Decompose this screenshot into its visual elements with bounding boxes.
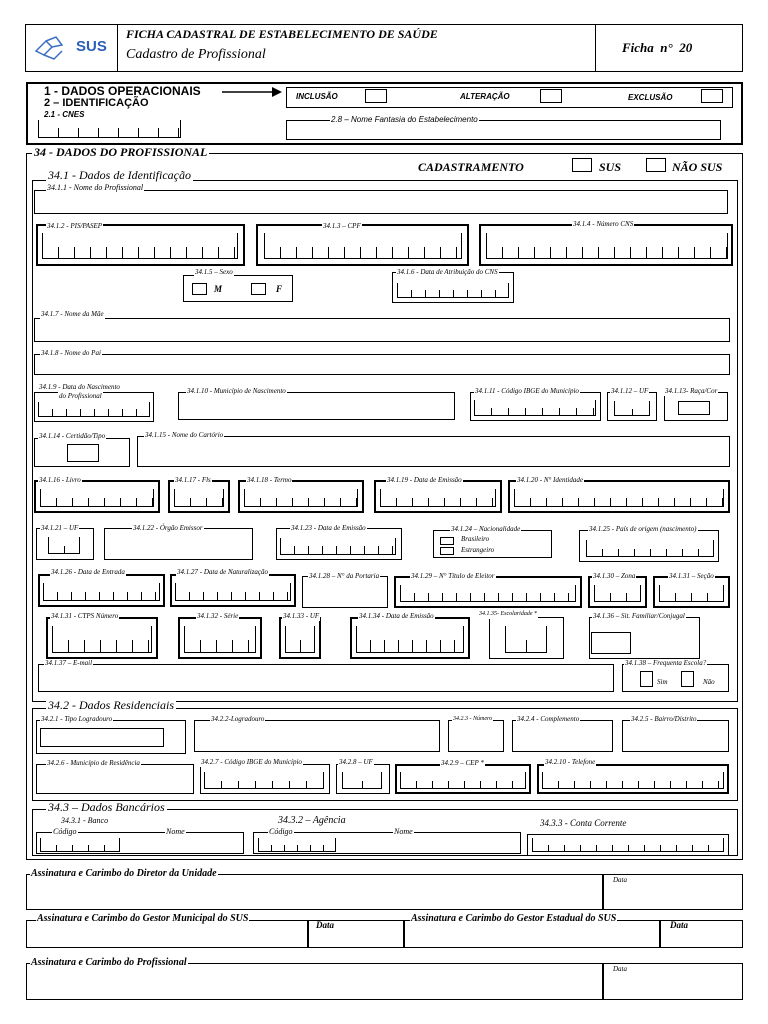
logradouro-label: 34.2.2-Logradouro xyxy=(211,715,265,723)
ibge-residencia-label: 34.2.7 - Código IBGE do Município xyxy=(201,758,302,766)
sexo-f-label: F xyxy=(276,284,283,294)
municipio-residencia-field[interactable] xyxy=(36,764,194,794)
telefone-field[interactable] xyxy=(542,772,724,789)
identificacao-title: 2 – IDENTIFICAÇÃO xyxy=(44,97,149,109)
municipio-residencia-label: 34.2.6 - Município de Residência xyxy=(47,759,140,767)
pais-origem-field[interactable] xyxy=(586,540,714,557)
form-subtitle: Cadastro de Profissional xyxy=(126,47,266,62)
identidade-label: 34.1.20 - N° Identidade xyxy=(517,476,583,484)
escolaridade-field[interactable] xyxy=(505,626,547,653)
livro-field[interactable] xyxy=(40,489,154,507)
sit-familiar-field[interactable] xyxy=(591,632,631,654)
operacionais-title: 1 - DADOS OPERACIONAIS xyxy=(44,84,201,98)
titulo-eleitor-label: 34.1.29 – N° Título de Eleitor xyxy=(411,572,495,580)
sexo-m-label: M xyxy=(214,284,223,294)
ctps-field[interactable] xyxy=(52,626,152,653)
exclusao-label: EXCLUSÃO xyxy=(628,93,673,102)
nacionalidade-label: 34.1.24 – Nacionalidade xyxy=(451,525,521,533)
sus-logo-icon xyxy=(32,33,68,63)
sit-familiar-label: 34.1.36 – Sit. Familiar/Conjugal xyxy=(593,612,685,620)
conta-field[interactable] xyxy=(532,838,724,852)
cns-label: 34.1.4 - Número CNS xyxy=(573,220,634,228)
estrangeiro-checkbox[interactable] xyxy=(440,547,454,555)
uf-ctps-field[interactable] xyxy=(285,626,315,653)
nao-checkbox[interactable] xyxy=(681,671,694,687)
termo-field[interactable] xyxy=(244,489,358,507)
secao-label: 34.1.31 – Seção xyxy=(669,572,714,580)
logo-text: SUS xyxy=(76,38,107,55)
frequenta-escola-label: 34.1.38 – Frequenta Escola? xyxy=(625,659,707,667)
orgao-emissor-label: 34.1.22 - Órgão Emissor xyxy=(133,524,203,532)
data-entrada-label: 34.1.26 - Data de Entrada xyxy=(51,568,125,576)
sexo-f-checkbox[interactable] xyxy=(251,283,266,295)
email-field[interactable] xyxy=(38,664,614,692)
livro-label: 34.1.16 - Livro xyxy=(39,476,81,484)
conta-label: 34.3.3 - Conta Corrente xyxy=(540,818,627,828)
assinatura-gestor-estadual-field[interactable] xyxy=(404,920,660,948)
data-naturalizacao-label: 34.1.27 - Data de Naturalização xyxy=(177,568,268,576)
assinatura-gestor-municipal-field[interactable] xyxy=(26,920,308,948)
cep-label: 34.2.9 – CEP * xyxy=(441,759,484,767)
tipo-logradouro-label: 34.2.1 - Tipo Logradouro xyxy=(41,715,113,723)
ctps-label: 34.1.31 - CTPS Número xyxy=(51,612,119,620)
nao-label: Não xyxy=(703,678,715,686)
complemento-label: 34.2.4 - Complemento xyxy=(517,715,580,723)
inclusao-label: INCLUSÃO xyxy=(296,92,338,101)
zona-field[interactable] xyxy=(594,585,641,602)
assinatura-diretor-label: Assinatura e Carimbo do Diretor da Unidade xyxy=(31,868,217,879)
cpf-label: 34.1.3 – CPF xyxy=(323,222,361,230)
cnes-label: 2.1 - CNES xyxy=(44,110,85,119)
data-emissao-cert-label: 34.1.19 - Data de Emissão xyxy=(387,476,462,484)
uf-nascimento-field[interactable] xyxy=(614,401,650,416)
serie-label: 34.1.32 - Série xyxy=(197,612,239,620)
exclusao-checkbox[interactable] xyxy=(701,89,723,103)
raca-cor-label: 34.1.13- Raça/Cor xyxy=(665,387,718,395)
numero-field[interactable] xyxy=(448,720,504,752)
uf-identidade-label: 34.1.21 – UF xyxy=(41,524,79,532)
brasileiro-label: Brasileiro xyxy=(461,535,490,543)
cns-field[interactable] xyxy=(486,233,728,259)
agencia-label: 34.3.2 – Agência xyxy=(278,815,346,826)
data-emissao-ctps-field[interactable] xyxy=(356,626,464,653)
sus-checkbox[interactable] xyxy=(572,158,592,172)
identificacao-title: 34.1 - Dados de Identificação xyxy=(48,168,191,182)
banco-codigo-field[interactable] xyxy=(40,838,120,852)
data-nascimento-label: 34.1.9 - Data do Nascimento xyxy=(39,383,120,391)
raca-cor-field[interactable] xyxy=(678,401,710,415)
data-entrada-field[interactable] xyxy=(43,583,160,601)
inclusao-checkbox[interactable] xyxy=(365,89,387,103)
data-naturalizacao-field[interactable] xyxy=(175,583,291,601)
ibge-nascimento-label: 34.1.11 - Código IBGE do Município xyxy=(475,387,579,395)
identidade-field[interactable] xyxy=(514,489,724,507)
nome-profissional-label: 34.1.1 - Nome do Profissional xyxy=(47,183,144,192)
cep-field[interactable] xyxy=(400,772,526,789)
data-cns-label: 34.1.6 - Data de Atribuição do CNS xyxy=(397,268,498,276)
data-emissao-ctps-label: 34.1.34 - Data de Emissão xyxy=(359,612,434,620)
assinatura-profissional-field[interactable] xyxy=(26,963,603,1000)
data-diretor-label: Data xyxy=(613,876,627,884)
ibge-nascimento-field[interactable] xyxy=(474,400,596,416)
uf-ctps-label: 34.1.33 - UF xyxy=(283,612,320,620)
ficha-number: Ficha n° 20 xyxy=(622,40,693,55)
profissional-title: 34 - DADOS DO PROFISSIONAL xyxy=(34,145,208,159)
data-cns-field[interactable] xyxy=(397,283,509,298)
bairro-field[interactable] xyxy=(622,720,729,752)
sim-label: Sim xyxy=(657,678,668,686)
certidao-tipo-field[interactable] xyxy=(67,444,99,462)
portaria-label: 34.1.28 – N° da Portaria xyxy=(309,572,380,580)
fls-label: 34.1.17 - Fls xyxy=(175,476,211,484)
assinatura-profissional-label: Assinatura e Carimbo do Profissional xyxy=(31,957,187,968)
data-gestor-municipal-label: Data xyxy=(316,920,334,930)
escolaridade-label: 34.1.35- Escolaridade * xyxy=(479,611,537,617)
nome-cartorio-label: 34.1.15 - Nome do Cartório xyxy=(145,431,224,439)
uf-residencia-field[interactable] xyxy=(342,772,382,789)
sexo-label: 34.1.5 – Sexo xyxy=(195,268,233,276)
secao-field[interactable] xyxy=(659,585,724,602)
data-emissao-id-label: 34.1.23 - Data de Emissão xyxy=(291,524,366,532)
assinatura-gestor-estadual-label: Assinatura e Carimbo do Gestor Estadual do SUS xyxy=(411,913,617,924)
nome-fantasia-label: 2.8 – Nome Fantasia do Estabelecimento xyxy=(331,115,478,124)
agencia-codigo-label: Código xyxy=(269,827,293,836)
assinatura-gestor-municipal-label: Assinatura e Carimbo do Gestor Municipal do SUS xyxy=(37,913,249,924)
ficha-area xyxy=(595,25,742,71)
agencia-codigo-field[interactable] xyxy=(258,838,336,852)
data-nascimento-label-2: do Profissional xyxy=(59,392,102,400)
banco-codigo-label: Código xyxy=(53,827,77,836)
nome-mae-field[interactable] xyxy=(34,318,730,342)
logo-area xyxy=(26,25,118,71)
pais-origem-label: 34.1.25 - País de origem (nascimento) xyxy=(589,525,697,533)
alteracao-label: ALTERAÇÃO xyxy=(460,92,510,101)
termo-label: 34.1.18 - Termo xyxy=(247,476,292,484)
cpf-field[interactable] xyxy=(264,233,462,259)
agencia-nome-label: Nome xyxy=(394,827,413,836)
ibge-residencia-field[interactable] xyxy=(204,772,324,789)
numero-label: 34.2.3 - Número xyxy=(453,716,493,722)
nao-sus-label: NÃO SUS xyxy=(672,160,723,174)
nome-mae-label: 34.1.7 - Nome da Mãe xyxy=(41,310,104,318)
data-profissional-label: Data xyxy=(613,965,627,973)
email-label: 34.1.37 – E-mail xyxy=(45,659,93,667)
pis-pasep-field[interactable] xyxy=(42,233,238,259)
cadastramento-label: CADASTRAMENTO xyxy=(418,160,524,174)
logradouro-field[interactable] xyxy=(194,720,440,752)
uf-identidade-field[interactable] xyxy=(48,537,80,554)
tipo-logradouro-field[interactable] xyxy=(40,728,164,747)
data-emissao-id-field[interactable] xyxy=(280,538,396,555)
form-title: FICHA CADASTRAL DE ESTABELECIMENTO DE SAÚDE xyxy=(126,27,438,41)
titulo-eleitor-field[interactable] xyxy=(400,585,576,602)
header-box xyxy=(25,24,743,72)
municipio-nascimento-field[interactable] xyxy=(178,392,455,420)
nome-pai-label: 34.1.8 - Nome do Pai xyxy=(41,349,101,357)
uf-residencia-label: 34.2.8 – UF xyxy=(339,758,373,766)
sexo-m-checkbox[interactable] xyxy=(192,283,207,295)
data-emissao-cert-field[interactable] xyxy=(380,489,496,507)
nao-sus-checkbox[interactable] xyxy=(646,158,666,172)
bancarios-title: 34.3 – Dados Bancários xyxy=(48,800,165,814)
residenciais-title: 34.2 - Dados Residenciais xyxy=(48,698,174,712)
municipio-nascimento-label: 34.1.10 - Município de Nascimento xyxy=(187,387,286,395)
arrow-right-icon xyxy=(222,86,282,98)
nome-profissional-field[interactable] xyxy=(34,190,728,214)
banco-nome-label: Nome xyxy=(166,827,185,836)
fls-field[interactable] xyxy=(174,489,224,507)
bairro-label: 34.2.5 - Bairro/Distrito xyxy=(631,715,697,723)
pis-pasep-label: 34.1.2 - PIS/PASEP xyxy=(47,222,103,230)
complemento-field[interactable] xyxy=(512,720,613,752)
sim-checkbox[interactable] xyxy=(640,671,653,687)
sus-label: SUS xyxy=(599,160,622,174)
zona-label: 34.1.30 – Zona xyxy=(593,572,636,580)
cnes-field[interactable] xyxy=(38,120,181,138)
assinatura-diretor-field[interactable] xyxy=(26,874,603,910)
banco-label: 34.3.1 - Banco xyxy=(61,816,109,825)
serie-field[interactable] xyxy=(184,626,256,653)
estrangeiro-label: Estrangeiro xyxy=(461,546,495,554)
nome-pai-field[interactable] xyxy=(34,354,730,375)
data-nascimento-field[interactable] xyxy=(38,402,150,417)
brasileiro-checkbox[interactable] xyxy=(440,537,454,545)
data-gestor-estadual-label: Data xyxy=(670,920,688,930)
telefone-label: 34.2.10 - Telefone xyxy=(545,758,596,766)
nome-cartorio-field[interactable] xyxy=(137,436,730,467)
certidao-tipo-label: 34.1.14 - Certidão/Tipo xyxy=(39,432,106,440)
uf-nascimento-label: 34.1.12 – UF xyxy=(611,387,649,395)
alteracao-checkbox[interactable] xyxy=(540,89,562,103)
